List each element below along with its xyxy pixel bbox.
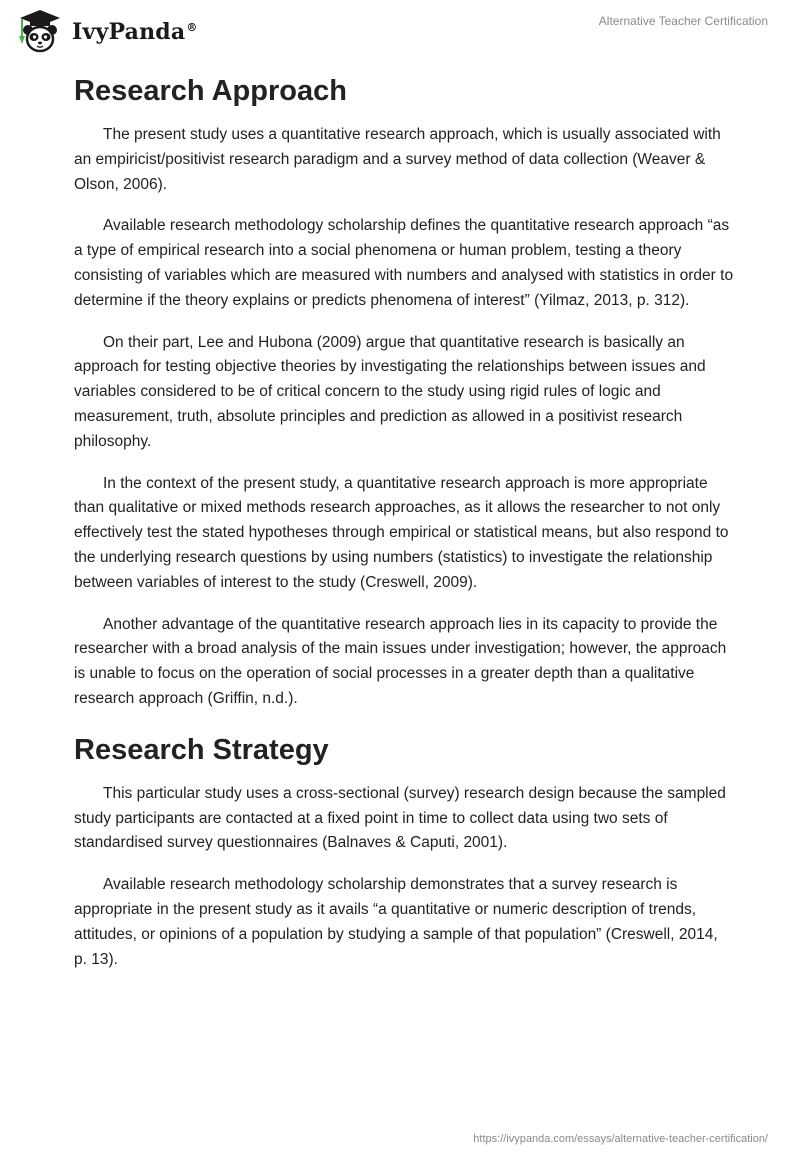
brand-logo[interactable] (14, 8, 198, 54)
paragraph: In the context of the present study, a quantitative research approach is more appropriate than qualitative or mixed methods research approaches, as it allows the researcher to not only effectively test the stated hypotheses through empirical or statistical means, but also respond to the underlying research questions by using numbers (statistics) to investigate the relationship between variables of interest to the study (Creswell, 2009). (74, 474, 729, 591)
paragraph: Available research methodology scholarship defines the quantitative research approach “as a type of empirical research into a social phenomena or human problem, testing a theory consisting of variables which are measured with numbers and analysed with statistics in order to determine if the theory explains or predicts phenomena of interest” (Yilmaz, 2013, p. 312). (74, 217, 734, 309)
section-heading-research-strategy: Research Strategy (74, 733, 329, 766)
document-title: Alternative Teacher Certification (598, 14, 768, 28)
paragraph: On their part, Lee and Hubona (2009) argue that quantitative research is basically an approach for testing objective theories by investigating the relationships between issues and variables considered to be of critical concern to the study using rigid rules of logic and measurement, truth, absolute principles and prediction as allowed in a positivist research philosophy. (74, 333, 706, 450)
brand-name: IvyPanda® (72, 19, 198, 45)
page-header (0, 0, 800, 62)
panda-logo-icon (14, 8, 66, 54)
paragraph: Available research methodology scholarship demonstrates that a survey research is appropriate in the present study as it avails “a quantitative or numeric description of trends, attitudes, or opinions of a population by studying a sample of that population” (Creswell, 2014, p. 13). (74, 876, 718, 968)
paragraph: The present study uses a quantitative research approach, which is usually associated with an empiricist/positivist research paradigm and a survey method of data collection (Weaver & Olson, 2006). (74, 126, 721, 193)
section-heading-research-approach: Research Approach (74, 75, 347, 107)
paragraph: Another advantage of the quantitative research approach lies in its capacity to provide the researcher with a broad analysis of the main issues under investigation; however, the approach is unable to focus on the operation of social processes in a greater depth than a qualitative research approach (Griffin, n.d.). (74, 615, 727, 707)
paragraph: This particular study uses a cross-sectional (survey) research design because the sampled study participants are contacted at a fixed point in time to collect data using two sets of standardised survey questionnaires (Balnaves & Caputi, 2001). (74, 784, 726, 852)
source-url[interactable]: https://ivypanda.com/essays/alternative-teacher-certification/ (473, 1133, 768, 1145)
essay-content (74, 70, 734, 989)
